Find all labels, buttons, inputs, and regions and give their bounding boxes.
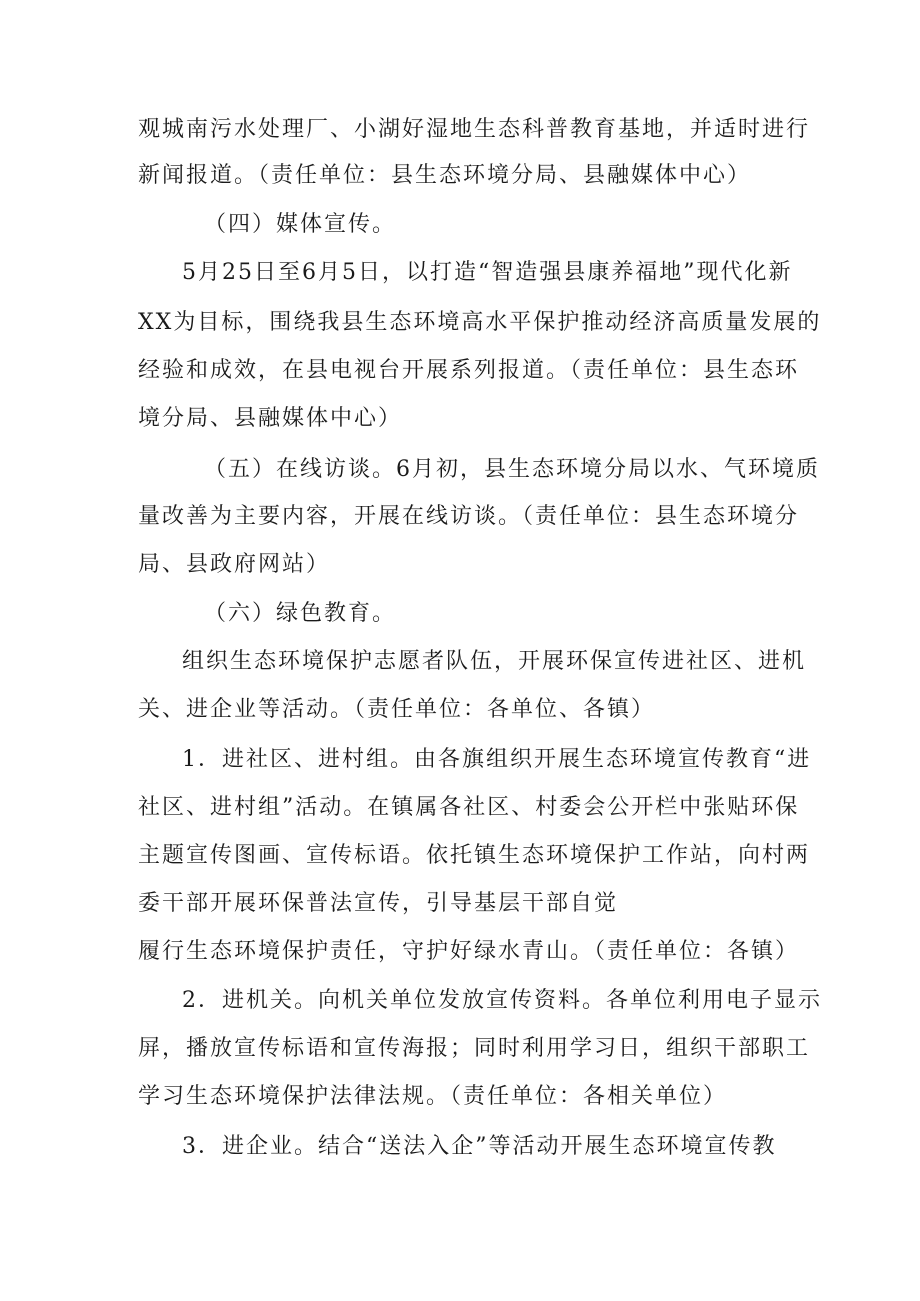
section-heading-education: （六）绿色教育。	[204, 601, 397, 626]
paragraph-line-2: 新闻报道。（责任单位：县生态环境分局、县融媒体中心）	[138, 163, 752, 188]
paragraph-line-13: 关、进企业等活动。（责任单位：各单位、各镇）	[138, 697, 656, 722]
paragraph-line-4: 5月25日至6月5日，以打造“智造强县康养福地”现代化新	[182, 260, 793, 285]
item-enterprise: 3．进企业。结合“送法入企”等活动开展生态环境宣传教	[182, 1134, 777, 1159]
item-community: 1．进社区、进村组。由各旗组织开展生态环境宣传教育“进	[182, 747, 812, 772]
paragraph-line-10: 局、县政府网站）	[138, 552, 331, 577]
paragraph-line-21: 学习生态环境保护法律法规。（责任单位：各相关单位）	[138, 1084, 728, 1109]
paragraph-line-18: 履行生态环境保护责任，守护好绿水青山。（责任单位：各镇）	[138, 939, 800, 964]
paragraph-line-6: 经验和成效，在县电视台开展系列报道。（责任单位：县生态环	[138, 358, 800, 383]
paragraph-line-17: 委干部开展环保普法宣传，引导基层干部自觉	[138, 891, 619, 916]
item-government: 2．进机关。向机关单位发放宣传资料。各单位利用电子显示	[182, 988, 822, 1013]
paragraph-line-16: 主题宣传图画、宣传标语。依托镇生态环境保护工作站，向村两	[138, 843, 811, 868]
section-heading-interview: （五）在线访谈。6月初，县生态环境分局以水、气环境质	[204, 457, 820, 482]
paragraph-line-12: 组织生态环境保护志愿者队伍，开展环保宣传进社区、进机	[182, 649, 807, 674]
paragraph-line-7: 境分局、县融媒体中心）	[138, 406, 403, 431]
paragraph-line-15: 社区、进村组”活动。在镇属各社区、村委会公开栏中张贴环保	[138, 795, 800, 820]
paragraph-line-1: 观城南污水处理厂、小湖好湿地生态科普教育基地，并适时进行	[138, 117, 811, 142]
paragraph-line-5: XX为目标，围绕我县生态环境高水平保护推动经济高质量发展的	[138, 310, 822, 335]
paragraph-line-20: 屏，播放宣传标语和宣传海报；同时利用学习日，组织干部职工	[138, 1036, 811, 1061]
section-heading-media: （四）媒体宣传。	[204, 212, 397, 237]
paragraph-line-9: 量改善为主要内容，开展在线访谈。（责任单位：县生态环境分	[138, 504, 800, 529]
